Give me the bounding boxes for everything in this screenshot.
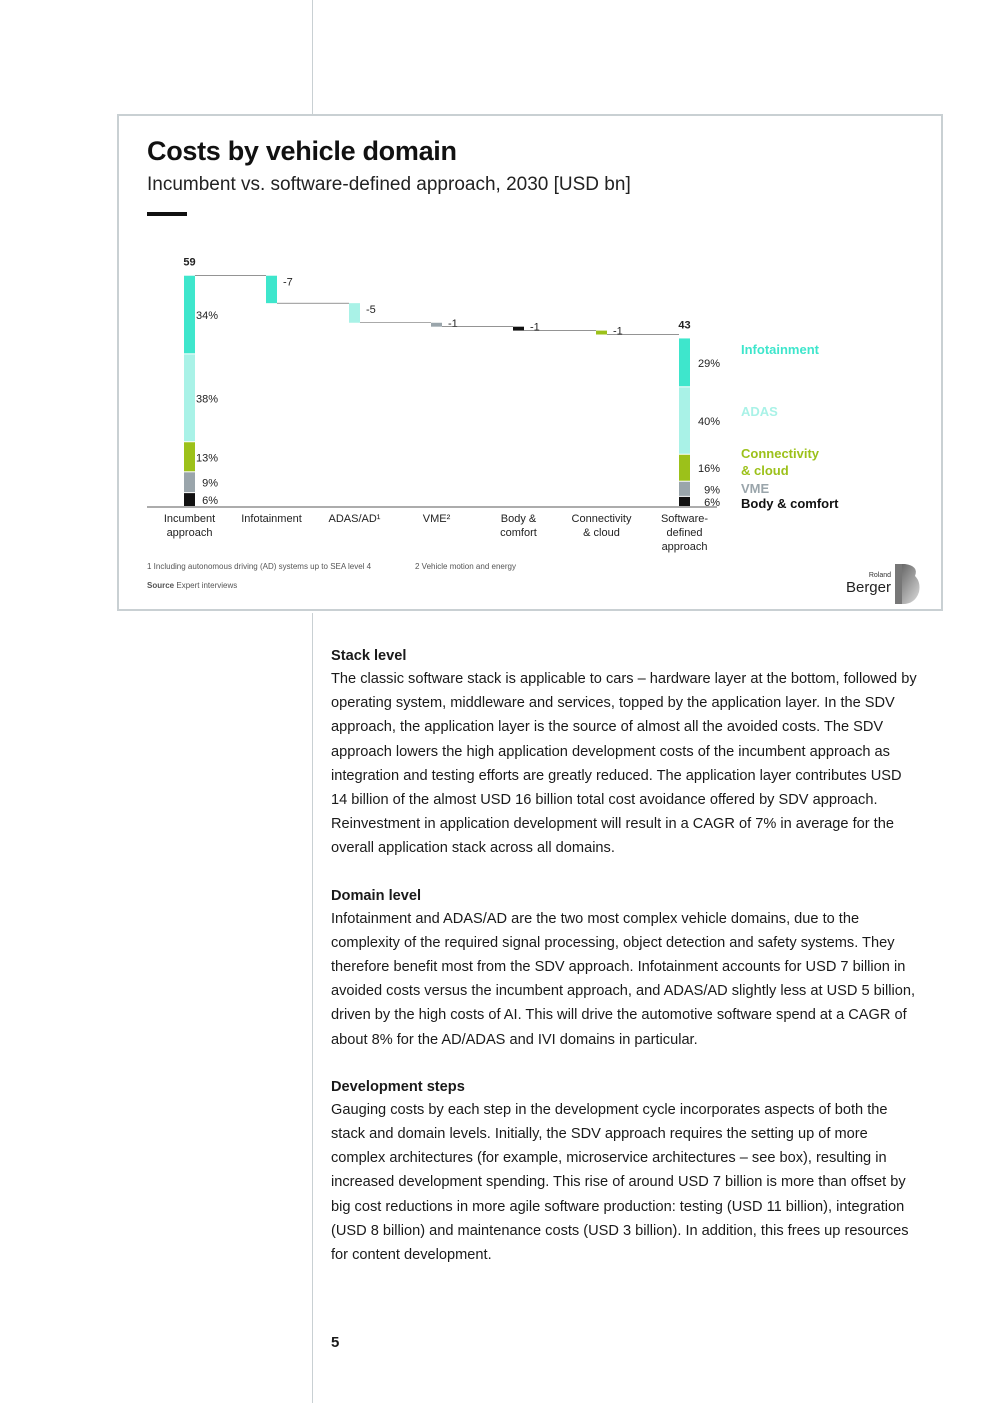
roland-berger-logo: [839, 564, 921, 606]
logo-line2: Berger: [845, 579, 891, 596]
category-label: Body &: [500, 513, 537, 525]
sdv-bar-share-label: 16%: [697, 463, 720, 476]
delta-label: -7: [283, 276, 293, 289]
body-text: [331, 645, 921, 1291]
delta-bar: [266, 276, 277, 303]
incumbent-bar-share-label: 13%: [195, 452, 218, 465]
logo-line1: Roland: [868, 572, 891, 579]
category-label: Incumbent: [163, 513, 216, 525]
category-label: Infotainment: [241, 513, 302, 525]
sdv-bar-segment: [679, 387, 690, 453]
section-heading: Stack level: [331, 648, 407, 664]
footnote-1: 1 Including autonomous driving (AD) systems up to SEA level 4: [147, 562, 372, 571]
delta-bar: [596, 331, 607, 335]
page-divider-line: [312, 613, 313, 1403]
chart-title: Costs by vehicle domain: [147, 136, 457, 166]
delta-label: -1: [530, 321, 540, 334]
category-label: approach: [661, 541, 708, 553]
category-label: approach: [166, 527, 213, 539]
section-heading: Development steps: [331, 1078, 465, 1095]
source-line: [147, 581, 237, 590]
waterfall-chart: [119, 116, 941, 609]
delta-label: -5: [366, 304, 376, 317]
section-paragraph: Gauging costs by each step in the development cycle incorporates aspects of both the stack and domain levels. Initially, the SDV approach requires the setting up of more complex architectures (for example, microservice architectures – see box), resulting in increased development spending. This rise of around USD 7 billion is more than offset by big cost reductions in more agile software production: testing (USD 11 billion), integration (USD 8 billion) and maintenance costs (USD 3 billion). In addition, this frees up resources for content development.: [331, 1101, 909, 1264]
incumbent-bar-share-label: 34%: [195, 310, 218, 323]
incumbent-bar-segment: [184, 493, 195, 506]
chart-subtitle: Incumbent vs. software-defined approach, 2030 [USD bn]: [147, 174, 631, 195]
sdv-bar-share-label: 29%: [697, 357, 720, 370]
source-text: Expert interviews: [176, 581, 238, 590]
chart-card: [117, 114, 943, 611]
footnote-2: 2 Vehicle motion and energy: [415, 562, 516, 571]
page-number: 5: [331, 1334, 340, 1351]
sdv-total-label: 43: [678, 319, 691, 332]
category-label: ADAS/AD¹: [328, 513, 381, 525]
delta-label: -1: [613, 325, 623, 338]
legend-item: & cloud: [741, 463, 789, 478]
category-label: Connectivity: [571, 513, 632, 525]
page-divider-line: [312, 0, 313, 114]
delta-bar: [431, 323, 442, 327]
sdv-bar-segment: [679, 482, 690, 496]
source-label: Source: [147, 581, 175, 590]
legend-item: ADAS: [741, 404, 778, 419]
legend-item: Body & comfort: [741, 496, 839, 511]
category-label: defined: [666, 527, 703, 539]
delta-bar: [349, 303, 360, 323]
sdv-bar-segment: [679, 455, 690, 481]
sdv-bar-segment: [679, 338, 690, 386]
incumbent-bar-share-label: 6%: [202, 495, 218, 508]
incumbent-bar-share-label: 38%: [195, 393, 218, 406]
sdv-bar-share-label: 40%: [697, 416, 720, 429]
legend-item: Infotainment: [741, 342, 819, 357]
sdv-bar-share-label: 6%: [704, 496, 720, 509]
section-paragraph: Infotainment and ADAS/AD are the two most complex vehicle domains, due to the complexity of the required signal processing, object detection and safety systems. They therefore benefit most from the SDV approach. Infotainment accounts for USD 7 billion in avoided costs versus the incumbent approach, and ADAS/AD slightly less at USD 5 billion, driven by the high costs of AI. This will drive the automotive software spend at a CAGR of about 8% for the AD/ADAS and IVI domains in particular.: [331, 910, 916, 1048]
section-heading: Domain level: [331, 887, 422, 904]
category-label: VME²: [422, 513, 451, 525]
category-label: comfort: [500, 527, 537, 539]
section-paragraph: The classic software stack is applicable to cars – hardware layer at the bottom, followed by operating system, middleware and services, topped by the application layer. In the SDV approach, the application layer is the source of almost all the avoided costs. The SDV approach lowers the high application development costs of the incumbent approach as integration and testing efforts are greatly reduced. The application layer contributes USD 14 billion of the almost USD 16 billion total cost avoidance offered by SDV approach. Reinvestment in application development will result in a CAGR of 7% in average for the overall application stack across all domains.: [331, 671, 917, 857]
sdv-bar-segment: [679, 497, 690, 506]
delta-bar: [513, 327, 524, 331]
delta-label: -1: [448, 317, 458, 330]
incumbent-bar-share-label: 9%: [202, 477, 218, 490]
sdv-bar-share-label: 9%: [704, 484, 720, 497]
incumbent-bar-segment: [184, 442, 195, 471]
incumbent-bar-segment: [184, 472, 195, 492]
legend-item: Connectivity: [741, 446, 820, 461]
incumbent-bar-segment: [184, 276, 195, 354]
category-label: & cloud: [583, 527, 620, 539]
category-label: Software-: [660, 513, 709, 525]
incumbent-total-label: 59: [183, 256, 196, 269]
logo-mark-icon: [893, 564, 921, 604]
incumbent-bar-segment: [184, 354, 195, 441]
legend-item: VME: [741, 481, 770, 496]
